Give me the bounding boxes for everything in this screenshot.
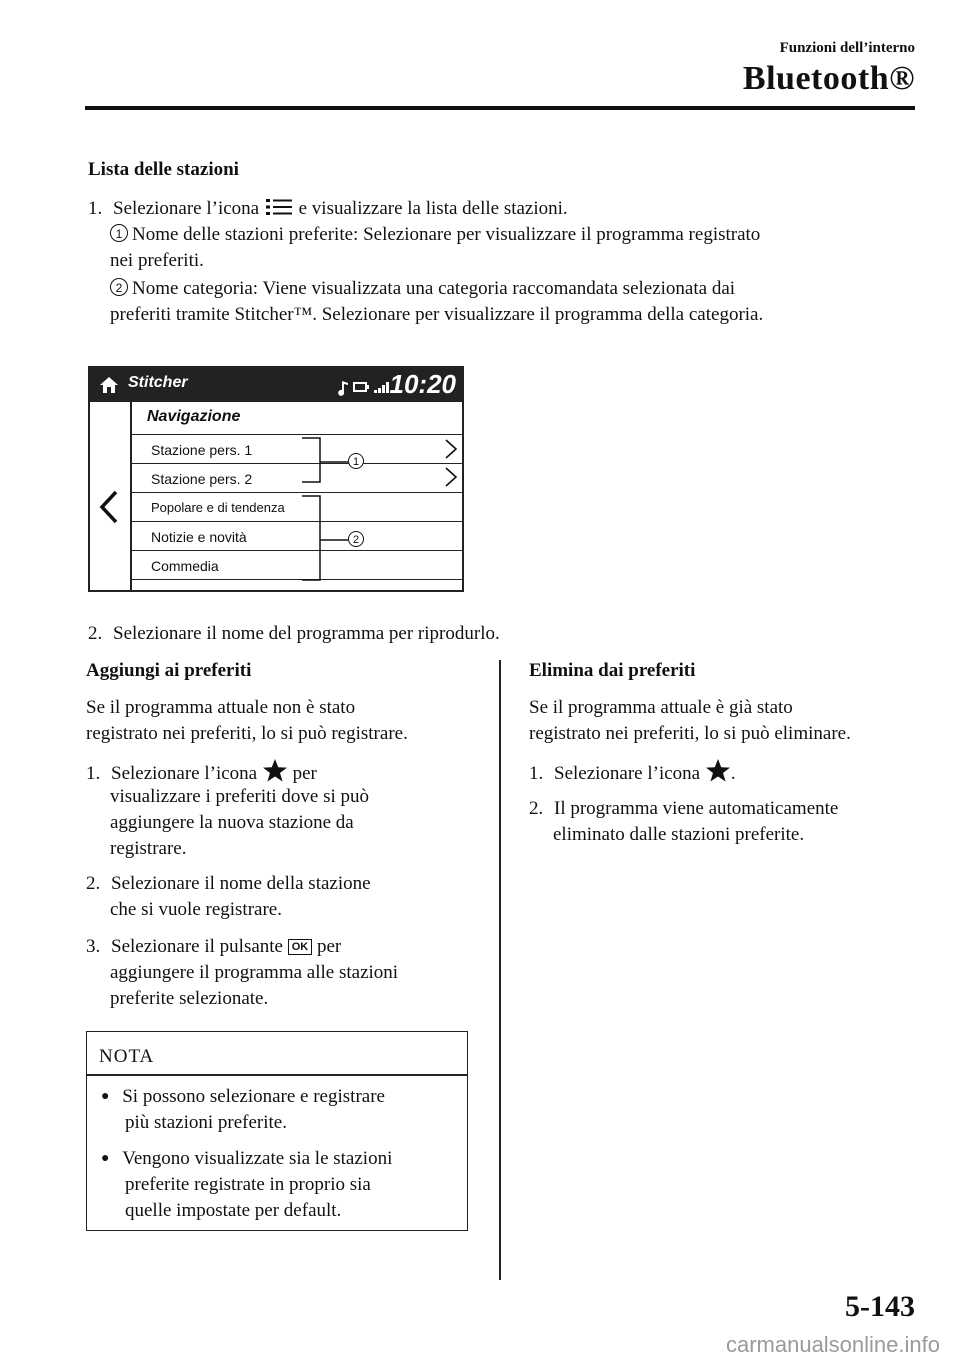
list-item[interactable]: Notizie e novità bbox=[132, 521, 462, 550]
station-list-item1: 1 Nome delle stazioni preferite: Selezionare per visualizzare il programma registrato bbox=[110, 222, 760, 248]
add-fav-step3-cont: aggiungere il programma alle stazioni bbox=[110, 962, 399, 983]
list-item[interactable]: Stazione pers. 1 bbox=[132, 434, 462, 463]
note-bullet-1-cont: più stazioni preferite. bbox=[125, 1112, 287, 1133]
station-list-item2: 2 Nome categoria: Viene visualizzata una categoria raccomandata selezionata dai bbox=[110, 276, 735, 302]
add-fav-step2: 2. Selezionare il nome della stazione bbox=[86, 873, 371, 894]
add-fav-intro-cont: registrato nei preferiti, lo si può registrare. bbox=[86, 723, 408, 744]
add-fav-step1: 1. Selezionare l’icona per bbox=[86, 758, 317, 790]
bullet-icon: ● bbox=[101, 1089, 110, 1104]
remove-fav-step1: 1. Selezionare l’icona . bbox=[529, 758, 736, 790]
station-list-step1: 1. Selezionare l’icona e visualizzare la lista delle stazioni. bbox=[88, 196, 568, 225]
bullet-icon: ● bbox=[101, 1151, 110, 1166]
star-icon bbox=[705, 758, 731, 790]
station-list-step2: 2. Selezionare il nome del programma per riprodurlo. bbox=[88, 623, 500, 644]
add-fav-step3-cont: preferite selezionate. bbox=[110, 988, 269, 1009]
note-box bbox=[86, 1031, 468, 1231]
remove-fav-step2-cont: eliminato dalle stazioni preferite. bbox=[553, 824, 805, 845]
list-item[interactable]: Commedia bbox=[132, 550, 462, 580]
station-list-heading: Lista delle stazioni bbox=[88, 159, 239, 180]
remove-fav-step2: 2. Il programma viene automaticamente bbox=[529, 798, 839, 819]
add-fav-step1-cont: visualizzare i preferiti dove si può bbox=[110, 786, 370, 807]
section-title: Funzioni dell’interno bbox=[779, 40, 915, 56]
stitcher-screen-illustration bbox=[88, 366, 464, 592]
note-bullet-2-cont: preferite registrate in proprio sia bbox=[125, 1174, 371, 1195]
note-divider bbox=[87, 1074, 467, 1076]
list-item[interactable]: Popolare e di tendenza bbox=[132, 492, 462, 521]
chapter-title: Bluetooth® bbox=[742, 60, 915, 97]
list-item[interactable]: Stazione pers. 2 bbox=[132, 463, 462, 492]
add-fav-step1-cont: aggiungere la nuova stazione da bbox=[110, 812, 354, 833]
note-bullet-2-cont: quelle impostate per default. bbox=[125, 1200, 342, 1221]
ok-button-icon: OK bbox=[288, 939, 313, 955]
callout-1-icon: 1 bbox=[110, 224, 128, 242]
note-bullet-1: ● Si possono selezionare e registrare bbox=[101, 1086, 385, 1107]
column-divider bbox=[499, 660, 501, 1280]
station-list-item1-cont: nei preferiti. bbox=[110, 250, 204, 271]
add-fav-step2-cont: che si vuole registrare. bbox=[110, 899, 282, 920]
add-fav-intro: Se il programma attuale non è stato bbox=[86, 697, 356, 718]
callout-2-icon: 2 bbox=[110, 278, 128, 296]
app-title: Stitcher bbox=[128, 374, 188, 391]
remove-fav-intro: Se il programma attuale è già stato bbox=[529, 697, 793, 718]
note-heading: NOTA bbox=[99, 1046, 155, 1067]
remove-fav-intro-cont: registrato nei preferiti, lo si può eliminare. bbox=[529, 723, 851, 744]
callout-2-icon: 2 bbox=[348, 531, 364, 547]
add-fav-step1-cont: registrare. bbox=[110, 838, 187, 859]
add-fav-heading: Aggiungi ai preferiti bbox=[86, 660, 252, 681]
remove-fav-heading: Elimina dai preferiti bbox=[529, 660, 696, 681]
watermark: carmanualsonline.info bbox=[725, 1332, 940, 1357]
add-fav-step3: 3. Selezionare il pulsante OK per bbox=[86, 936, 342, 957]
callout-lines bbox=[90, 368, 462, 590]
note-bullet-2: ● Vengono visualizzate sia le stazioni bbox=[101, 1148, 393, 1169]
clock: 10:20 bbox=[389, 369, 456, 399]
panel-title: Navigazione bbox=[147, 408, 241, 425]
station-list-item2-cont: preferiti tramite Stitcher™. Selezionare per visualizzare il programma della categoria. bbox=[110, 304, 764, 325]
callout-1-icon: 1 bbox=[348, 453, 364, 469]
page-number: 5-143 bbox=[845, 1290, 915, 1323]
list-icon bbox=[264, 197, 294, 225]
header-divider bbox=[85, 106, 915, 110]
